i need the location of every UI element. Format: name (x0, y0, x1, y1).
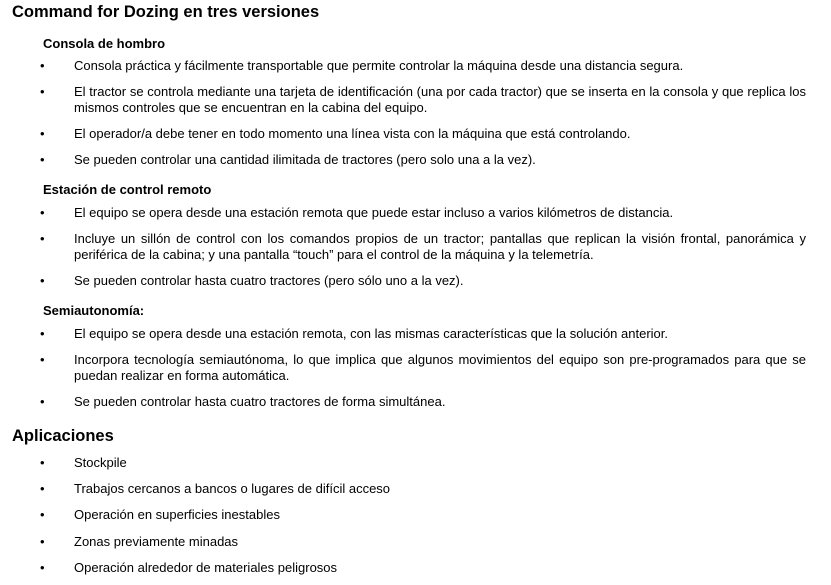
bullet-marker: • (40, 273, 45, 288)
list-item-text: El equipo se opera desde una estación remota, con las mismas características que la solución anterior. (74, 326, 668, 341)
list-item-text: Se pueden controlar hasta cuatro tractores (pero sólo uno a la vez). (74, 273, 464, 288)
bullet-marker: • (40, 534, 45, 549)
bullet-marker: • (40, 84, 45, 99)
list-item-text: Zonas previamente minadas (74, 534, 239, 549)
bullet-marker: • (40, 455, 45, 470)
bullet-marker: • (40, 231, 45, 246)
bullet-marker: • (40, 481, 45, 496)
main-heading: Command for Dozing en tres versiones (12, 3, 320, 21)
list-item-text: Trabajos cercanos a bancos o lugares de difícil acceso (74, 481, 391, 496)
bullet-marker: • (40, 352, 45, 367)
bullet-marker: • (40, 507, 45, 522)
section-heading-semiautonomia: Semiautonomía: (43, 303, 145, 318)
bullet-marker: • (40, 560, 45, 575)
section-heading-consola: Consola de hombro (43, 36, 166, 51)
list-item-text: Stockpile (74, 455, 127, 470)
list-item-text: El equipo se opera desde una estación remota que puede estar incluso a varios kilómetros de distancia. (74, 205, 674, 220)
applications-heading: Aplicaciones (12, 427, 114, 445)
bullet-marker: • (40, 205, 45, 220)
list-item-text: El operador/a debe tener en todo momento una línea vista con la máquina que está controlando. (74, 126, 631, 141)
bullet-marker: • (40, 126, 45, 141)
list-item-text: El tractor se controla mediante una tarjeta de identificación (una por cada tractor) que se inserta en la consola y que replica los mismos controles que se encuentran en la cabina del equipo. (74, 84, 806, 115)
bullet-marker: • (40, 58, 45, 73)
list-item-text: Operación en superficies inestables (74, 507, 280, 522)
list-item-text: Consola práctica y fácilmente transportable que permite controlar la máquina desde una distancia segura. (74, 58, 684, 73)
list-item-text: Se pueden controlar hasta cuatro tractores de forma simultánea. (74, 394, 446, 409)
list-item-text: Incorpora tecnología semiautónoma, lo que implica que algunos movimientos del equipo son pre-programados para que se puedan realizar en forma automática. (74, 352, 806, 383)
bullet-marker: • (40, 152, 45, 167)
bullet-marker: • (40, 394, 45, 409)
list-item-text: Incluye un sillón de control con los comandos propios de un tractor; pantallas que replican la visión frontal, panorámica y periférica de la cabina; y una pantalla “touch” para el control de la máquina y la telemetría. (74, 231, 806, 262)
list-item-text: Operación alrededor de materiales peligrosos (74, 560, 338, 575)
bullet-marker: • (40, 326, 45, 341)
section-heading-estacion: Estación de control remoto (43, 182, 212, 197)
list-item-text: Se pueden controlar una cantidad ilimitada de tractores (pero solo una a la vez). (74, 152, 536, 167)
